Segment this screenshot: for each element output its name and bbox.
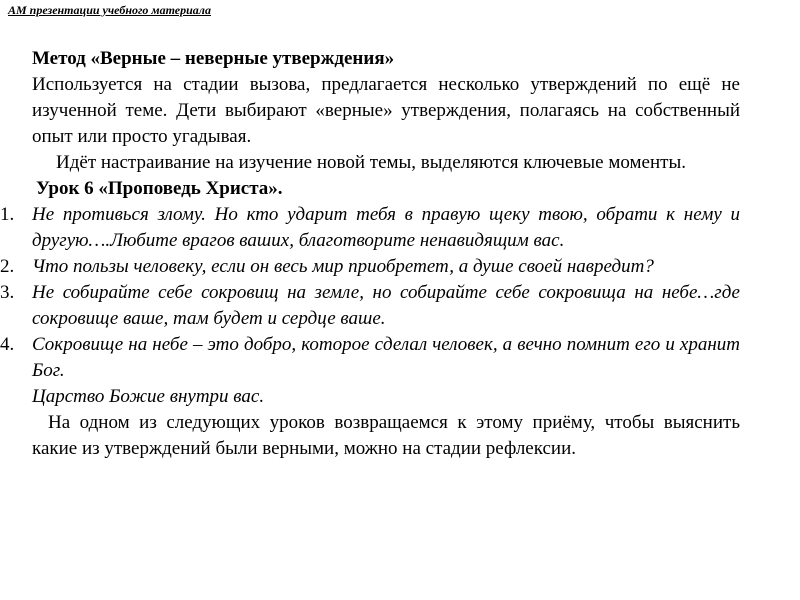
statement-text: Не противься злому. Но кто ударит тебя в правую щеку твою, обрати к нему и другую….Любите врагов ваших, благотворите ненавидящим вас. xyxy=(32,204,740,251)
document-header: АМ презентации учебного материала xyxy=(8,3,211,17)
statement-item xyxy=(0,254,740,280)
statement-number: 4. xyxy=(0,334,15,355)
statement-number: 1. xyxy=(0,204,15,225)
statement-item xyxy=(0,332,740,384)
closing-paragraph: На одном из следующих уроков возвращаемся к этому приёму, чтобы выяснить какие из утверждений были верными, можно на стадии рефлексии. xyxy=(32,412,740,459)
method-title: Метод «Верные – неверные утверждения» xyxy=(32,48,395,69)
statement-number: 3. xyxy=(0,282,15,303)
method-followup: Идёт настраивание на изучение новой темы, выделяются ключевые моменты. xyxy=(56,152,686,173)
document-body xyxy=(0,46,740,462)
statement-text: Что пользы человеку, если он весь мир приобретет, а душе своей навредит? xyxy=(32,256,654,277)
kingdom-statement: Царство Божие внутри вас. xyxy=(32,386,265,407)
lesson-title: Урок 6 «Проповедь Христа». xyxy=(36,178,283,199)
method-description: Используется на стадии вызова, предлагается несколько утверждений по ещё не изученной теме. Дети выбирают «верные» утверждения, полагаясь на собственный опыт или просто угадывая. xyxy=(32,74,740,147)
statement-text: Не собирайте себе сокровищ на земле, но собирайте себе сокровища на небе…где сокровище ваше, там будет и сердце ваше. xyxy=(32,282,740,329)
statement-number: 2. xyxy=(0,256,15,277)
statement-list xyxy=(0,202,740,384)
statement-item xyxy=(0,202,740,254)
statement-text: Сокровище на небе – это добро, которое сделал человек, а вечно помнит его и хранит Бог. xyxy=(32,334,740,381)
statement-item xyxy=(0,280,740,332)
